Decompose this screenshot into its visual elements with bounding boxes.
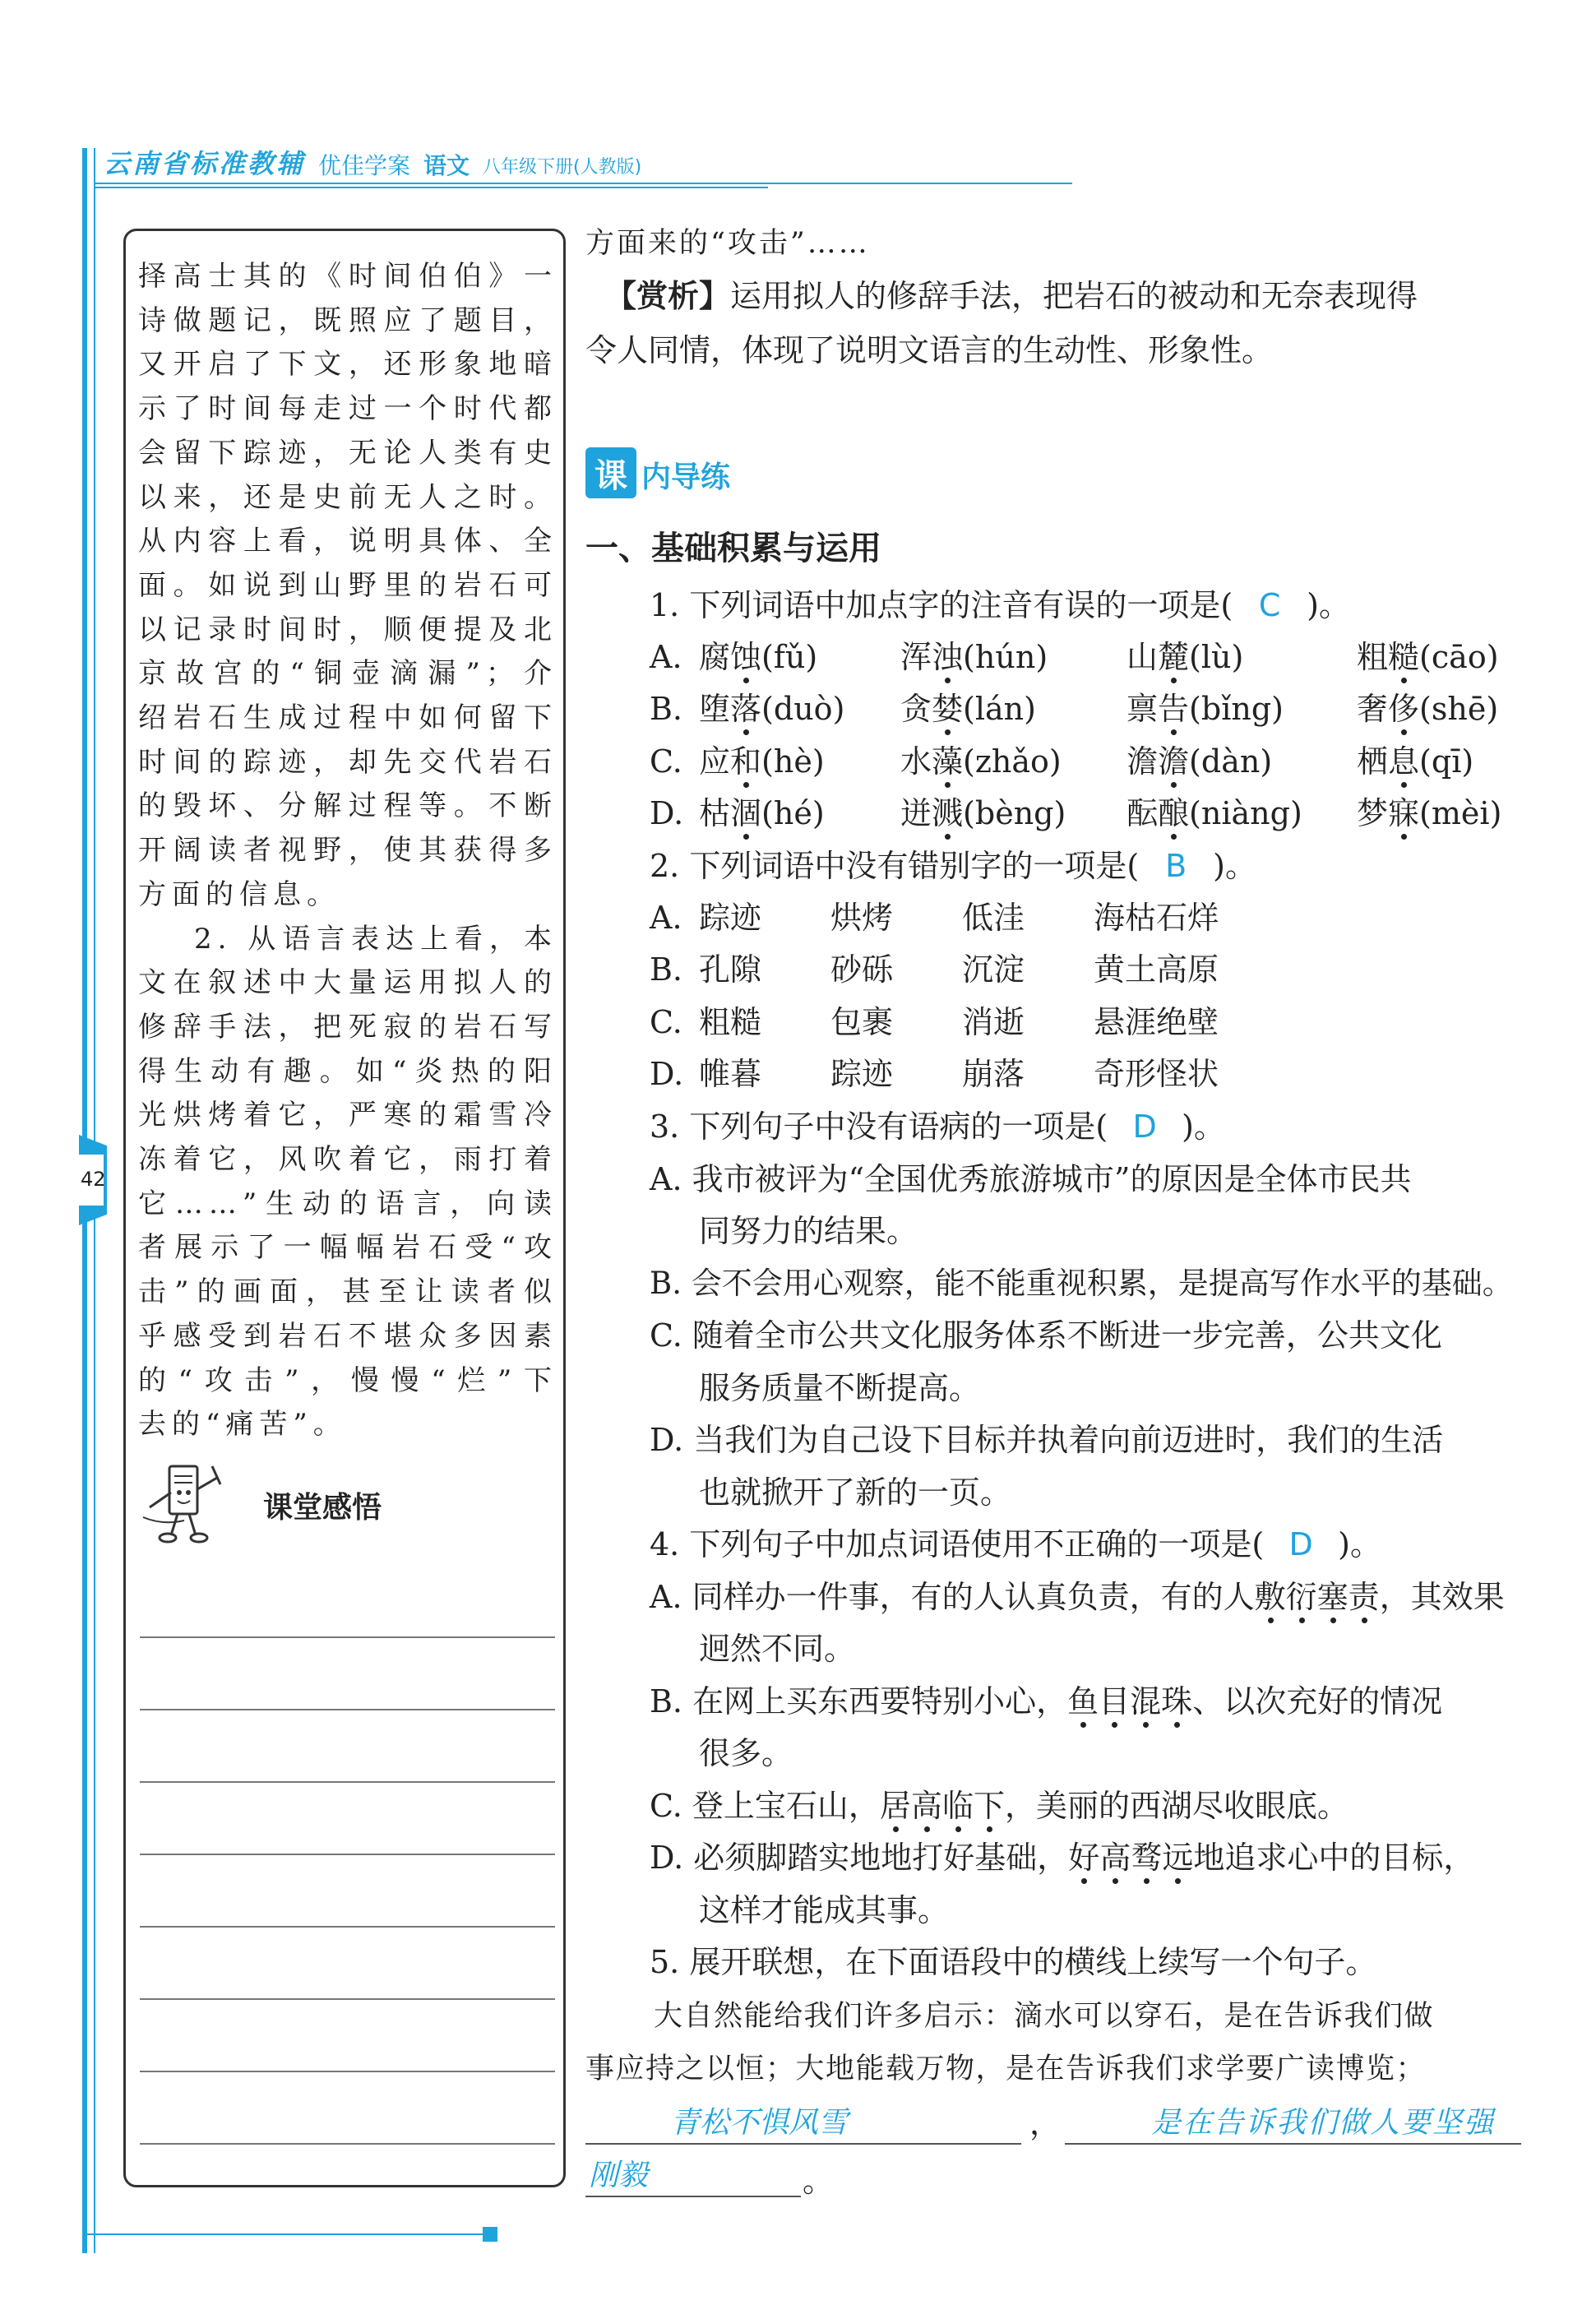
option-item: 粗糙(cāo) xyxy=(1357,636,1499,678)
question-3-option-a-cont: 同努力的结果。 xyxy=(699,1213,918,1249)
question-5-end: 。 xyxy=(803,2163,835,2199)
option-letter: A. xyxy=(650,900,682,936)
sidebar-line: 会留下踪迹，无论人类有史 xyxy=(138,436,557,470)
option-text: ，美丽的西湖尽收眼底。 xyxy=(1004,1788,1349,1824)
sidebar-line: 的毁坏、分解过程等。不断 xyxy=(138,789,557,823)
question-4-option-a-cont: 迥然不同。 xyxy=(699,1631,856,1667)
question-3-option-d-cont: 也就掀开了新的一页。 xyxy=(699,1474,1012,1511)
option-item: 踪迹 xyxy=(830,1056,894,1093)
option-item: 黄土高原 xyxy=(1094,951,1219,988)
option-item: 酝酿(niàng) xyxy=(1126,792,1302,835)
question-5-paragraph-1: 大自然能给我们许多启示：滴水可以穿石，是在告诉我们做 xyxy=(654,2000,1435,2033)
option-item: 粗糙 xyxy=(699,1003,762,1040)
question-3-option-d: D. 当我们为自己设下目标并执着向前迈进时，我们的生活 xyxy=(650,1422,1444,1458)
header-rule xyxy=(94,183,1072,184)
section-badge: 课 xyxy=(585,447,636,498)
analysis-line-1 xyxy=(605,275,1418,317)
question-3-text: 3. 下列句子中没有语病的一项是( xyxy=(650,1109,1108,1145)
question-5-comma: ， xyxy=(1029,2105,1062,2141)
option-item: 包裹 xyxy=(830,1003,894,1040)
sidebar-line: 冻着它，风吹着它，雨打着 xyxy=(138,1143,557,1177)
reflection-line[interactable] xyxy=(140,2143,555,2145)
option-letter: C. xyxy=(650,743,682,780)
subject-label: 语文 xyxy=(423,152,470,179)
analysis-text-1: 运用拟人的修辞手法，把岩石的被动和无奈表现得 xyxy=(730,278,1418,314)
question-5-paragraph-2: 事应持之以恒；大地能载万物，是在告诉我们求学要广读博览； xyxy=(585,2053,1427,2085)
sidebar-line: 又开启了下文，还形象地暗 xyxy=(138,348,557,382)
question-2-text: 2. 下列词语中没有错别字的一项是( xyxy=(650,848,1140,884)
option-item: 海枯石烊 xyxy=(1094,900,1219,936)
sidebar-line: 去的“痛苦”。 xyxy=(138,1408,347,1442)
dotted-phrase: 鱼目混珠 xyxy=(1067,1683,1192,1719)
question-5-answer-1[interactable]: 青松不惧风雪 xyxy=(670,2106,849,2140)
sidebar-line: 以来，还是史前无人之时。 xyxy=(138,480,557,514)
series-title: 云南省标准教辅 xyxy=(104,148,306,179)
option-text: 、以次充好的情况 xyxy=(1192,1683,1443,1719)
question-1-answer[interactable]: C xyxy=(1258,587,1281,623)
sidebar-line: 2. 从语言表达上看，本 xyxy=(194,922,557,956)
footer-rule xyxy=(82,2233,485,2235)
page-header xyxy=(104,145,641,181)
analysis-text-2: 令人同情，体现了说明文语言的生动性、形象性。 xyxy=(585,332,1274,368)
option-item: 澹澹(dàn) xyxy=(1126,740,1272,783)
option-item: 崩落 xyxy=(962,1056,1025,1093)
question-1-stem xyxy=(650,584,1350,627)
option-text: 会不会用心观察，能不能重视积累，是提高写作水平的基础。 xyxy=(691,1266,1513,1301)
question-5-answer-2[interactable]: 是在告诉我们做人要坚强 xyxy=(1151,2106,1496,2140)
question-3-close: )。 xyxy=(1182,1109,1225,1145)
question-1-close: )。 xyxy=(1307,587,1350,623)
option-item: 水藻(zhǎo) xyxy=(900,740,1062,783)
question-3-option-c: C. 随着全市公共文化服务体系不断进一步完善，公共文化 xyxy=(650,1317,1442,1354)
answer-blank-2 xyxy=(1065,2143,1521,2145)
question-3-stem xyxy=(650,1105,1225,1148)
option-letter: A. xyxy=(650,639,682,675)
sidebar-line: 光烘烤着它，严寒的霜雪冷 xyxy=(138,1099,557,1132)
option-item: 应和(hè) xyxy=(699,740,825,783)
dotted-phrase: 敷衍塞责 xyxy=(1255,1579,1380,1615)
grade-label: 八年级下册(人教版) xyxy=(483,157,642,178)
option-item: 悬涯绝壁 xyxy=(1094,1003,1219,1040)
sidebar-line: 乎感受到岩石不堪众多因素 xyxy=(138,1319,557,1353)
question-4-option-c: C. 登上宝石山，居高临下，美丽的西湖尽收眼底。 xyxy=(650,1784,1349,1827)
question-4-answer[interactable]: D xyxy=(1288,1526,1313,1562)
sidebar-line: 得生动有趣。如“炎热的阳 xyxy=(138,1054,557,1088)
sidebar-line: 它……”生动的语言，向读 xyxy=(138,1187,557,1220)
option-text: 在网上买东西要特别小心， xyxy=(692,1683,1068,1719)
option-item: 山麓(lù) xyxy=(1126,636,1243,678)
answer-blank-1 xyxy=(585,2143,1021,2145)
option-item: 烘烤 xyxy=(830,900,894,936)
option-item: 沉淀 xyxy=(962,951,1025,988)
sidebar-line: 诗做题记，既照应了题目， xyxy=(138,303,557,337)
option-letter: B. xyxy=(650,691,683,728)
question-3-option-b: B. 会不会用心观察，能不能重视积累，是提高写作水平的基础。 xyxy=(650,1266,1513,1301)
option-item: 孔隙 xyxy=(699,951,762,988)
sidebar-line: 的“攻击”，慢慢“烂”下 xyxy=(138,1363,557,1397)
option-item: 砂砾 xyxy=(830,951,894,988)
reflection-title: 课堂感悟 xyxy=(263,1491,382,1525)
question-1-text: 1. 下列词语中加点字的注音有误的一项是( xyxy=(650,587,1233,623)
section-title: 内导练 xyxy=(641,461,731,494)
sidebar-line: 择高士其的《时间伯伯》一 xyxy=(138,260,557,293)
option-item: 帷暮 xyxy=(699,1056,762,1093)
sidebar-line: 修辞手法，把死寂的岩石写 xyxy=(138,1010,557,1044)
option-item: 奢侈(shē) xyxy=(1357,687,1498,730)
page-number: 42 xyxy=(81,1168,106,1191)
option-item: 堕落(duò) xyxy=(699,687,844,730)
question-3-option-c-cont: 服务质量不断提高。 xyxy=(699,1370,981,1406)
sidebar-line: 面。如说到山野里的岩石可 xyxy=(138,568,557,602)
question-4-stem xyxy=(650,1523,1381,1566)
reflection-line[interactable] xyxy=(140,1854,555,1855)
question-4-option-b: B. 在网上买东西要特别小心，鱼目混珠、以次充好的情况 xyxy=(650,1680,1442,1723)
sidebar-line: 绍岩石生成过程中如何留下 xyxy=(138,701,557,735)
option-item: 梦寐(mèi) xyxy=(1357,792,1501,835)
option-item: 禀告(bǐng) xyxy=(1126,687,1284,730)
sidebar-line: 开阔读者视野，使其获得多 xyxy=(138,834,557,868)
option-item: 腐蚀(fǔ) xyxy=(699,636,817,678)
footer-square-mark xyxy=(483,2227,497,2242)
reflection-line[interactable] xyxy=(140,1636,555,1638)
option-item: 消逝 xyxy=(962,1003,1025,1040)
question-4-text: 4. 下列句子中加点词语使用不正确的一项是( xyxy=(650,1526,1265,1562)
question-2-stem xyxy=(650,845,1256,887)
option-item: 迸溅(bèng) xyxy=(900,792,1066,835)
question-4-close: )。 xyxy=(1338,1526,1381,1562)
option-text: 我市被评为“全国优秀旅游城市”的原因是全体市民共 xyxy=(692,1161,1412,1197)
option-text: 当我们为自己设下目标并执着向前迈进时，我们的生活 xyxy=(693,1422,1444,1458)
sidebar-line: 从内容上看，说明具体、全 xyxy=(138,525,557,558)
option-item: 枯涸(hé) xyxy=(699,792,825,835)
reflection-line[interactable] xyxy=(140,1998,555,2000)
option-item: 踪迹 xyxy=(699,900,762,936)
option-text: 必须脚踏实地地打好基础， xyxy=(693,1840,1069,1876)
analysis-label: 【赏析】 xyxy=(605,278,731,314)
question-2-close: )。 xyxy=(1213,848,1256,884)
sidebar-line: 京故宫的“铜壶滴漏”；介 xyxy=(138,657,557,691)
option-item: 贪婪(lán) xyxy=(900,687,1036,730)
sidebar-line: 击”的画面，甚至让读者似 xyxy=(138,1275,557,1309)
reflection-line[interactable] xyxy=(140,1781,555,1783)
book-title: 优佳学案 xyxy=(318,152,411,179)
reflection-line[interactable] xyxy=(140,1926,555,1928)
option-item: 浑浊(hún) xyxy=(900,636,1048,678)
question-3-option-a: A. 我市被评为“全国优秀旅游城市”的原因是全体市民共 xyxy=(650,1161,1412,1197)
question-4-option-a: A. 同样办一件事，有的人认真负责，有的人敷衍塞责，其效果 xyxy=(650,1576,1505,1618)
question-5-stem: 5. 展开联想，在下面语段中的横线上续写一个句子。 xyxy=(650,1944,1377,1980)
answer-blank-3 xyxy=(585,2196,801,2197)
continued-text: 方面来的“攻击”…… xyxy=(585,227,870,260)
sidebar-line: 以记录时间时，顺便提及北 xyxy=(138,613,557,646)
sidebar-line: 示了时间每走过一个时代都 xyxy=(138,392,557,426)
option-letter: D. xyxy=(650,1056,684,1093)
question-2-answer[interactable]: B xyxy=(1165,848,1187,884)
dotted-phrase: 好高骛远 xyxy=(1068,1840,1193,1876)
reflection-line[interactable] xyxy=(140,2071,555,2072)
sidebar-line: 时间的踪迹，却先交代岩石 xyxy=(138,745,557,779)
reflection-line[interactable] xyxy=(140,1709,555,1710)
option-letter: B. xyxy=(650,951,683,988)
question-5-answer-3[interactable]: 刚毅 xyxy=(589,2159,649,2192)
option-letter: C. xyxy=(650,1003,682,1040)
option-item: 栖息(qī) xyxy=(1357,740,1473,783)
writing-mascot-icon xyxy=(138,1460,229,1550)
sidebar-notes xyxy=(138,255,557,1447)
option-item: 奇形怪状 xyxy=(1094,1056,1219,1093)
header-rule-secondary xyxy=(94,187,768,188)
part-title: 一、基础积累与运用 xyxy=(585,530,881,567)
option-text: ，其效果 xyxy=(1379,1579,1505,1615)
question-4-option-b-cont: 很多。 xyxy=(699,1735,793,1771)
sidebar-line: 文在叙述中大量运用拟人的 xyxy=(138,966,557,1000)
option-text: 同样办一件事，有的人认真负责，有的人 xyxy=(692,1579,1255,1615)
question-4-option-d: D. 必须脚踏实地地打好基础，好高骛远地追求心中的目标， xyxy=(650,1836,1474,1879)
sidebar-line: 方面的信息。 xyxy=(138,877,340,911)
sidebar-line: 者展示了一幅幅岩石受“攻 xyxy=(138,1231,557,1265)
question-4-option-d-cont: 这样才能成其事。 xyxy=(699,1892,950,1928)
option-text: 登上宝石山， xyxy=(692,1788,880,1824)
option-text: 随着全市公共文化服务体系不断进一步完善，公共文化 xyxy=(692,1317,1442,1354)
question-3-answer[interactable]: D xyxy=(1132,1109,1157,1145)
option-letter: D. xyxy=(650,795,684,832)
option-text: 地追求心中的目标， xyxy=(1193,1840,1475,1876)
dotted-phrase: 居高临下 xyxy=(880,1788,1005,1824)
option-item: 低洼 xyxy=(962,900,1025,936)
